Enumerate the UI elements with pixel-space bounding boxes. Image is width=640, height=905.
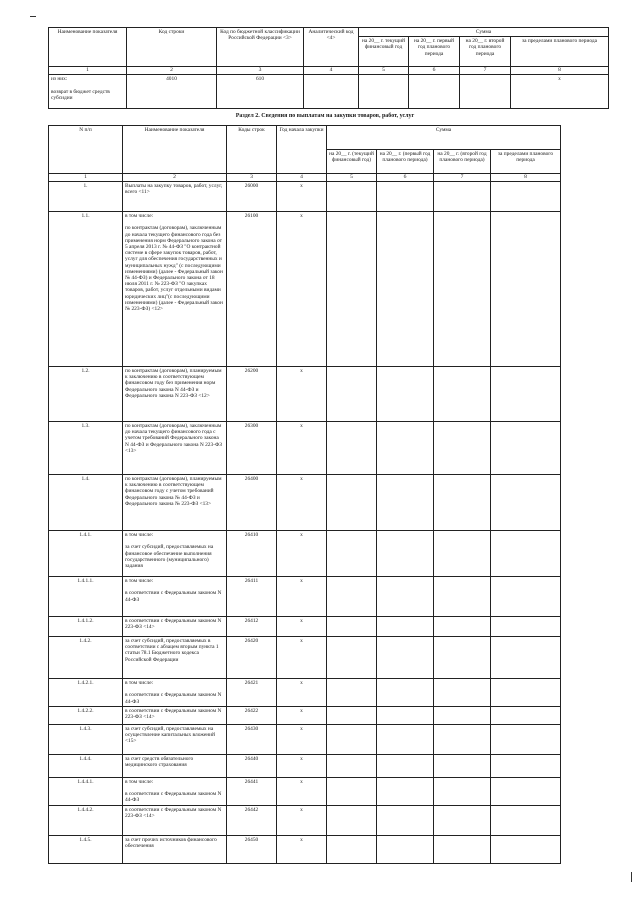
row-name: в том числе: в соответствии с Федеральным законом N 44-ФЗ (123, 777, 227, 805)
row-year: х (277, 617, 327, 637)
row-num: 1.4.5. (49, 835, 123, 863)
row-code: 4010 (127, 75, 217, 109)
row-value-beyond (491, 805, 561, 835)
section-2-title: Раздел 2. Сведения по выплатам на закупки товаров, работ, услуг (235, 113, 415, 119)
row-value-first (377, 637, 434, 679)
col-num: 7 (460, 67, 511, 75)
col-num: 2 (127, 67, 217, 75)
header-sum: Сумма (359, 28, 609, 37)
row-value-second (434, 706, 491, 724)
row-value-first (377, 577, 434, 617)
table-row (49, 835, 561, 863)
row-value-beyond (491, 679, 561, 707)
row-name: по контрактам (договорам), планируемым к заключению в соответствующем финансовом году с учетом требований Федерального закона № 44-ФЗ и Федерального закона № 223-ФЗ <13> (123, 475, 227, 531)
row-num: 1.3. (49, 422, 123, 475)
row-value (409, 75, 460, 109)
row-num: 1.4.4.2. (49, 805, 123, 835)
row-name: в том числе: за счет субсидий, предоставляемых на финансовое обеспечение выполнения государственного (муниципального) задания (123, 531, 227, 577)
table-row (49, 805, 561, 835)
header-current-year: на 20__ г. (текущий финансовый год) (327, 150, 377, 174)
header-name: Наименование показателя (123, 126, 227, 174)
row-num: 1.4.4. (49, 754, 123, 777)
header-current-year: на 20__ г. текущий финансовый год (359, 37, 409, 67)
row-value-first (377, 724, 434, 754)
row-value-first (377, 212, 434, 367)
row-year: х (277, 754, 327, 777)
table-row (49, 75, 609, 109)
row-num: 1.2. (49, 367, 123, 422)
row-value-beyond (491, 212, 561, 367)
table-row (49, 531, 561, 577)
row-value-first (377, 531, 434, 577)
row-value-second (434, 835, 491, 863)
row-num: 1.4. (49, 475, 123, 531)
table-row (49, 182, 561, 212)
row-value-first (377, 777, 434, 805)
row-value-beyond (491, 577, 561, 617)
col-num: 6 (409, 67, 460, 75)
row-num: 1.4.2. (49, 637, 123, 679)
row-value-second (434, 637, 491, 679)
row-value-current (327, 724, 377, 754)
row-value-second (434, 577, 491, 617)
col-num: 1 (49, 174, 123, 182)
row-value-beyond (491, 475, 561, 531)
row-value-current (327, 805, 377, 835)
row-value-first (377, 835, 434, 863)
row-code: 26420 (227, 637, 277, 679)
row-value-beyond (491, 367, 561, 422)
revenue-table (48, 27, 609, 109)
row-value-first (377, 182, 434, 212)
row-value-current (327, 777, 377, 805)
col-num: 6 (377, 174, 434, 182)
row-value-first (377, 475, 434, 531)
table-row (49, 706, 561, 724)
row-num: 1. (49, 182, 123, 212)
row-code: 26421 (227, 679, 277, 707)
row-value-first (377, 367, 434, 422)
row-value-first (377, 805, 434, 835)
col-num: 7 (434, 174, 491, 182)
row-name: в том числе: в соответствии с Федеральным законом N 44-ФЗ (123, 679, 227, 707)
row-num: 1.1. (49, 212, 123, 367)
col-num: 3 (217, 67, 304, 75)
row-num: 1.4.1.1. (49, 577, 123, 617)
row-num: 1.4.1. (49, 531, 123, 577)
row-value-second (434, 182, 491, 212)
header-budget-code: Код по бюджетной классификации Российской Федерации <3> (217, 28, 304, 67)
row-year: х (277, 212, 327, 367)
table-row (49, 754, 561, 777)
row-value-current (327, 531, 377, 577)
table-row (49, 777, 561, 805)
col-num: 5 (327, 174, 377, 182)
row-name: за счет прочих источников финансового обеспечения (123, 835, 227, 863)
row-year: х (277, 805, 327, 835)
row-value-second (434, 367, 491, 422)
row-code: 26411 (227, 577, 277, 617)
row-code: 26400 (227, 475, 277, 531)
row-year: х (277, 531, 327, 577)
row-value-second (434, 805, 491, 835)
row-code: 26300 (227, 422, 277, 475)
table-row (49, 617, 561, 637)
row-year: х (277, 637, 327, 679)
header-year: Год начала закупки (277, 126, 327, 174)
row-value-beyond (491, 422, 561, 475)
column-numbers-row (49, 67, 609, 75)
row-value-second (434, 531, 491, 577)
row-name: в соответствии с Федеральным законом N 223-ФЗ <14> (123, 617, 227, 637)
column-numbers-row (49, 174, 561, 182)
header-first-year: на 20__ г. (первый год планового периода) (377, 150, 434, 174)
row-name: в соответствии с Федеральным законом N 223-ФЗ <14> (123, 805, 227, 835)
row-value-beyond (491, 182, 561, 212)
row-value-first (377, 617, 434, 637)
row-value-first (377, 422, 434, 475)
header-code: Код строки (127, 28, 217, 67)
row-value: х (511, 75, 609, 109)
header-analytic-code: Аналитический код <4> (304, 28, 359, 67)
row-year: х (277, 475, 327, 531)
header-name: Наименование показателя (49, 28, 127, 67)
row-name: за счет средств обязательного медицинского страхования (123, 754, 227, 777)
header-beyond: за пределами планового периода (491, 150, 561, 174)
row-value-current (327, 212, 377, 367)
row-value-current (327, 617, 377, 637)
row-value-current (327, 182, 377, 212)
col-num: 5 (359, 67, 409, 75)
col-num: 8 (491, 174, 561, 182)
row-name: по контрактам (договорам), планируемым к заключению в соответствующем финансовом году без применения норм Федерального закона N 44-ФЗ и Федерального закона N 223-ФЗ <12> (123, 367, 227, 422)
row-value-current (327, 706, 377, 724)
row-value-second (434, 212, 491, 367)
row-code: 26430 (227, 724, 277, 754)
row-code: 26441 (227, 777, 277, 805)
row-code: 26440 (227, 754, 277, 777)
row-value-current (327, 679, 377, 707)
row-year: х (277, 835, 327, 863)
scan-mark-top (30, 16, 36, 17)
row-value-second (434, 754, 491, 777)
row-num: 1.4.2.2. (49, 706, 123, 724)
row-num: 1.4.4.1. (49, 777, 123, 805)
row-name: Выплаты на закупку товаров, работ, услуг, всего <11> (123, 182, 227, 212)
row-value-beyond (491, 617, 561, 637)
row-value-current (327, 422, 377, 475)
col-num: 4 (304, 67, 359, 75)
header-second-year: на 20__ г. (второй год планового периода) (434, 150, 491, 174)
table-row (49, 637, 561, 679)
row-value-first (377, 706, 434, 724)
scan-mark-right (631, 872, 632, 882)
row-year: х (277, 706, 327, 724)
header-sum: Сумма (327, 126, 561, 150)
table-row (49, 724, 561, 754)
row-year: х (277, 724, 327, 754)
row-year: х (277, 422, 327, 475)
row-value-current (327, 637, 377, 679)
table-row (49, 212, 561, 367)
row-num: 1.4.3. (49, 724, 123, 754)
row-name: за счет субсидий, предоставляемых на осуществление капитальных вложений <15> (123, 724, 227, 754)
row-value-current (327, 475, 377, 531)
row-code: 26100 (227, 212, 277, 367)
row-value-beyond (491, 835, 561, 863)
row-year: х (277, 679, 327, 707)
row-value-beyond (491, 777, 561, 805)
row-code: 26410 (227, 531, 277, 577)
row-year: х (277, 367, 327, 422)
row-value-second (434, 475, 491, 531)
row-name: за счет субсидий, предоставляемых в соответствии с абзацем вторым пункта 1 статьи 78.1 Бюджетного кодекса Российской Федерации (123, 637, 227, 679)
row-code: 26200 (227, 367, 277, 422)
col-num: 2 (123, 174, 227, 182)
row-value-first (377, 679, 434, 707)
row-year: х (277, 777, 327, 805)
row-value (460, 75, 511, 109)
row-name: в том числе: в соответствии с Федеральным законом N 44-ФЗ (123, 577, 227, 617)
row-value-beyond (491, 637, 561, 679)
row-name: в том числе: по контрактам (договорам), заключенным до начала текущего финансового года без применения норм Федерального закона от 5 апреля 2013 г. № 44-ФЗ "О контрактной системе в сфере закупок товаров, работ, услуг для обеспечения государственных и муниципальных нужд" (с последующими изменениями) (далее - Федеральный закон № 44-ФЗ) и Федерального закона от 18 июля 2011 г. № 223-ФЗ "О закупках товаров, работ, услуг отдельными видами юридических лиц"(с последующими изменениями) (далее - Федеральный закон № 223-ФЗ) <12> (123, 212, 227, 367)
row-num: 1.4.1.2. (49, 617, 123, 637)
row-year: х (277, 182, 327, 212)
row-code: 26450 (227, 835, 277, 863)
header-num: N п/п (49, 126, 123, 174)
header-first-year: на 20__ г. первый год планового периода (409, 37, 460, 67)
row-value (359, 75, 409, 109)
header-codes: Коды строк (227, 126, 277, 174)
row-value-current (327, 835, 377, 863)
table-row (49, 577, 561, 617)
row-code: 26442 (227, 805, 277, 835)
row-value-beyond (491, 531, 561, 577)
row-value-second (434, 679, 491, 707)
procurement-rows (49, 182, 561, 864)
row-value-current (327, 367, 377, 422)
header-second-year: на 20__ г. второй год планового периода (460, 37, 511, 67)
col-num: 1 (49, 67, 127, 75)
procurement-table (48, 125, 561, 864)
col-num: 4 (277, 174, 327, 182)
table-row (49, 422, 561, 475)
row-code: 26422 (227, 706, 277, 724)
row-num: 1.4.2.1. (49, 679, 123, 707)
row-code: 26412 (227, 617, 277, 637)
table-row (49, 475, 561, 531)
row-analytic (304, 75, 359, 109)
col-num: 8 (511, 67, 609, 75)
row-value-first (377, 754, 434, 777)
table-row (49, 679, 561, 707)
row-name: по контрактам (договорам), заключенным до начала текущего финансового года с учетом требований Федерального закона N 44-ФЗ и Федерального закона N 223-ФЗ <13> (123, 422, 227, 475)
row-value-second (434, 724, 491, 754)
row-value-second (434, 617, 491, 637)
row-budget-code: 610 (217, 75, 304, 109)
row-code: 26000 (227, 182, 277, 212)
row-value-beyond (491, 754, 561, 777)
col-num: 3 (227, 174, 277, 182)
row-name: в соответствии с Федеральным законом N 223-ФЗ <14> (123, 706, 227, 724)
row-name: из них: возврат в бюджет средств субсидии (49, 75, 127, 109)
row-value-second (434, 422, 491, 475)
table-row (49, 367, 561, 422)
row-year: х (277, 577, 327, 617)
header-beyond: за пределами планового периода (511, 37, 609, 67)
row-value-current (327, 754, 377, 777)
row-value-second (434, 777, 491, 805)
row-value-current (327, 577, 377, 617)
row-value-beyond (491, 706, 561, 724)
row-value-beyond (491, 724, 561, 754)
